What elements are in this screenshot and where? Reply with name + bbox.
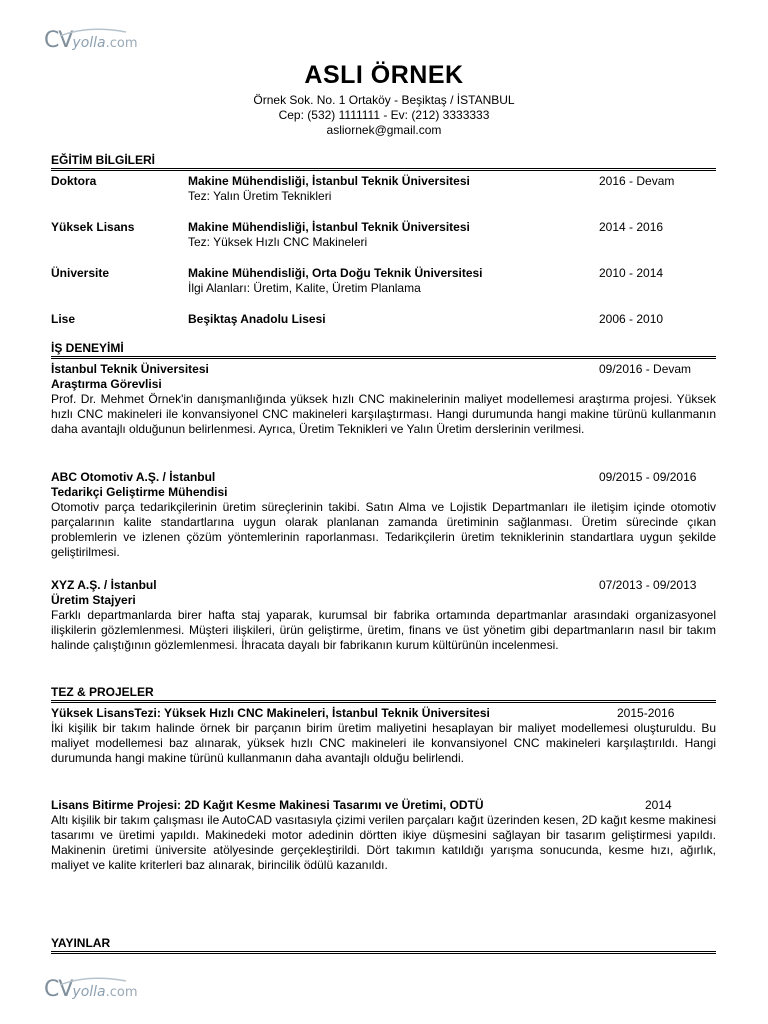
address: Örnek Sok. No. 1 Ortaköy - Beşiktaş / İSTANBUL: [253, 93, 515, 107]
education-years: 2006 - 2010: [599, 312, 664, 326]
education-school: Makine Mühendisliği, Orta Doğu Teknik Üniversitesi: [188, 266, 483, 280]
education-years: 2010 - 2014: [599, 266, 664, 280]
logo-yolla-text: yolla: [72, 984, 106, 1000]
section-title: İŞ DENEYİMİ: [51, 341, 124, 355]
cvyolla-logo: [44, 26, 138, 58]
education-section-header: [51, 153, 716, 171]
education-years: 2014 - 2016: [599, 220, 664, 234]
job-title: Üretim Stajyeri: [51, 593, 136, 607]
job-description: Farklı departmanlarda birer hafta staj yaparak, kurumsal bir fabrika ortamında departmanlar arasındaki organizasyonel ilişkilerin gözlemlenmesi. Müşteri ilişkileri, ürün geliştirme, üretim, finans ve üst yönetim gibi departmanların nasıl bir takım halinde çalıştığının gözlemlenmesi. İhracata dayalı bir fabrikanın kurum kültürünün incelenmesi.: [51, 608, 716, 652]
project-title: Yüksek LisansTezi: Yüksek Hızlı CNC Makineleri, İstanbul Teknik Üniversitesi: [51, 706, 490, 720]
job-description: Otomotiv parça tedarikçilerinin üretim süreçlerinin takibi. Satın Alma ve Lojistik Departmanları ile iletişim içinde otomotiv parçalarının kalite standartlarına uygun olarak planlanan zamanda üretiminin sağlanması. Üretim sürecinde çıkan problemlerin ve izlenen çözüm yöntemlerinin raporlanması. Tedarikçilerin üretim tekniklerinin standartlara uygun şekilde geliştirilmesi.: [51, 500, 716, 559]
cvyolla-logo: [44, 975, 138, 1007]
job-title: Tedarikçi Geliştirme Mühendisi: [51, 485, 228, 499]
company-name: XYZ A.Ş. / İstanbul: [51, 578, 157, 592]
education-school: Makine Mühendisliği, İstanbul Teknik Üniversitesi: [188, 174, 470, 188]
education-school: Makine Mühendisliği, İstanbul Teknik Üniversitesi: [188, 220, 470, 234]
phone-numbers: Cep: (532) 1111111 - Ev: (212) 3333333: [278, 108, 490, 122]
section-divider: [51, 951, 716, 954]
education-detail: Tez: Yüksek Hızlı CNC Makineleri: [188, 235, 368, 249]
job-title: Araştırma Görevlisi: [51, 377, 162, 391]
section-title: YAYINLAR: [51, 936, 111, 950]
project-item: [51, 798, 716, 873]
education-years: 2016 - Devam: [599, 174, 675, 188]
experience-item: [51, 362, 716, 437]
experience-section-header: [51, 341, 716, 359]
section-divider: [51, 700, 716, 703]
logo-yolla-text: yolla: [72, 35, 106, 51]
job-description: Prof. Dr. Mehmet Örnek'in danışmanlığında yüksek hızlı CNC makinelerinin maliyet modellemesi araştırma projesi. Yüksek hızlı CNC makineleri ile konvansiyonel CNC makineleri karşılaştırması. Hangi durumunda hangi makine türünü kullanmanın daha avantajlı olduğunun belirlenmesi. Ayrıca, Üretim Teknikleri ve Yalın Üretim derslerinin verilmesi.: [51, 392, 716, 436]
company-name: İstanbul Teknik Üniversitesi: [51, 362, 209, 376]
company-name: ABC Otomotiv A.Ş. / İstanbul: [51, 470, 216, 484]
employment-dates: 09/2015 - 09/2016: [599, 470, 697, 484]
project-dates: 2014: [645, 798, 672, 812]
logo-cv-text: CV: [44, 28, 73, 53]
section-title: EĞİTİM BİLGİLERİ: [51, 153, 155, 167]
logo-swoosh-icon: [58, 976, 128, 986]
project-description: İki kişilik bir takım halinde örnek bir parçanın birim üretim maliyetini hesaplayan bir maliyet modellemesi oluşturuldu. Bu maliyet modellemesi baz alınarak, yüksek hızlı CNC makineleri ile konvansiyonel CNC makineleri karşılaştırıldı. Hangi durumunda hangi makine türünü kullanmanın daha avantajlı olduğu belirlendi.: [51, 721, 716, 765]
employment-dates: 07/2013 - 09/2013: [599, 578, 697, 592]
experience-item: [51, 470, 716, 560]
employment-dates: 09/2016 - Devam: [599, 362, 692, 376]
education-detail: İlgi Alanları: Üretim, Kalite, Üretim Planlama: [188, 281, 421, 295]
logo-dotcom-text: .com: [105, 36, 138, 51]
logo-swoosh-icon: [58, 27, 128, 37]
logo-dotcom-text: .com: [105, 985, 138, 1000]
education-detail: Tez: Yalın Üretim Teknikleri: [188, 189, 332, 203]
education-level: Doktora: [51, 174, 97, 188]
section-title: TEZ & PROJELER: [51, 685, 154, 699]
section-divider: [51, 168, 716, 171]
education-level: Yüksek Lisans: [51, 220, 135, 234]
section-divider: [51, 356, 716, 359]
project-dates: 2015-2016: [617, 706, 675, 720]
projects-section-header: [51, 685, 716, 703]
project-title: Lisans Bitirme Projesi: 2D Kağıt Kesme Makinesi Tasarımı ve Üretimi, ODTÜ: [51, 798, 484, 812]
education-school: Beşiktaş Anadolu Lisesi: [188, 312, 326, 326]
project-description: Altı kişilik bir takım çalışması ile AutoCAD vasıtasıyla çizimi verilen parçaları kağıt üzerinden kesen, 2D kağıt kesme makinesi tasarımı ve üretimi yapıldı. Makinedeki motor adedinin dörtten ikiye düşmesini sağlayan bir tasarım geliştirmesi yapıldı. Makinenin üretimi üniversite atölyesinde gerçekleştirildi. Dört takımın katıldığı yarışma sonucunda, kesme hızı, ağırlık, maliyet ve kalite kriterleri baz alınarak, birincilik ödülü kazanıldı.: [51, 813, 716, 872]
experience-item: [51, 578, 716, 653]
email-address: asliornek@gmail.com: [326, 123, 442, 137]
education-level: Lise: [51, 312, 76, 326]
candidate-name: ASLI ÖRNEK: [304, 61, 464, 89]
publications-section-header: [51, 936, 716, 954]
logo-cv-text: CV: [44, 977, 73, 1002]
project-item: [51, 706, 716, 766]
education-level: Üniversite: [51, 266, 110, 280]
